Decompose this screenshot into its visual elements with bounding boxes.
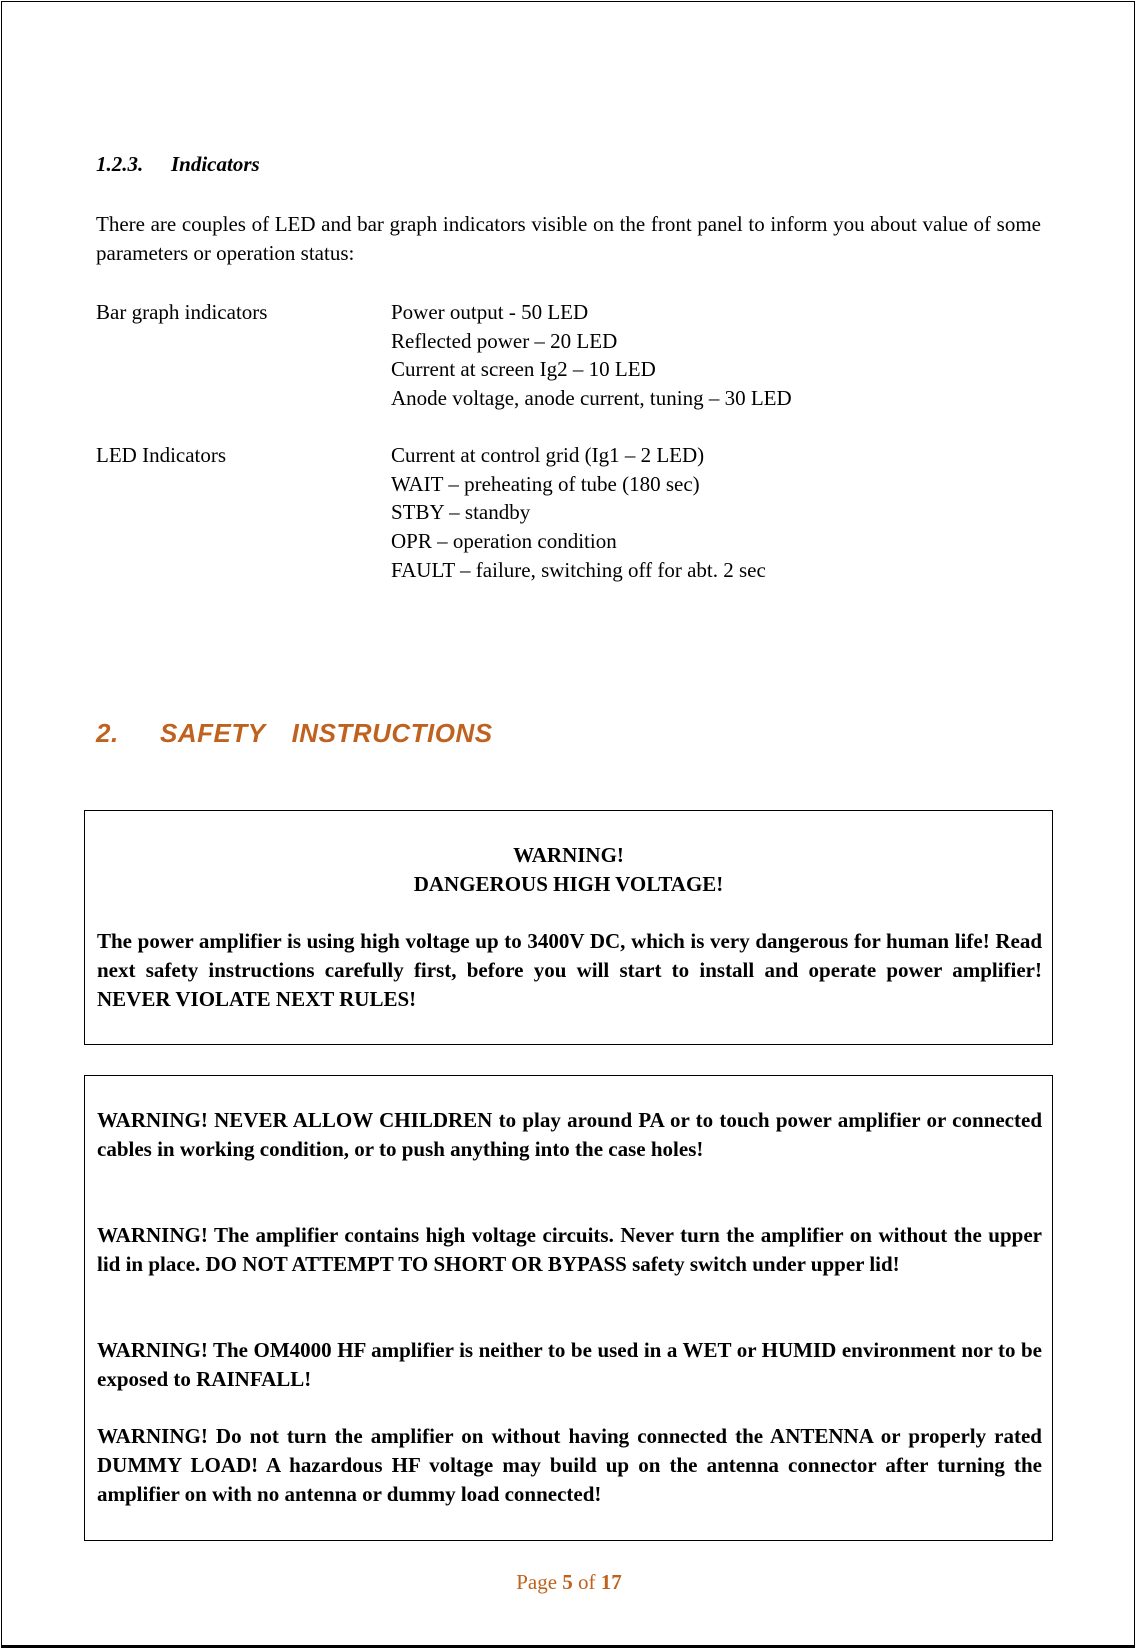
led-label: LED Indicators — [96, 443, 227, 467]
page-footer — [0, 1570, 1138, 1595]
warning-subtitle: DANGEROUS HIGH VOLTAGE! — [413, 872, 724, 896]
list-item: Anode voltage, anode current, tuning – 30 LED — [391, 386, 792, 411]
list-item: Current at screen Ig2 – 10 LED — [391, 357, 656, 382]
warning-text: The power amplifier is using high voltage up to 3400V DC, which is very dangerous for human life! Read next safety instructions carefully first, before you will start to install and operate power amplifier! NEVER VIOLATE NEXT RULES! — [97, 929, 1042, 1011]
section-number: 2. — [96, 718, 119, 748]
footer-prefix: Page — [516, 1570, 558, 1594]
warning-item: WARNING! The amplifier contains high voltage circuits. Never turn the amplifier on without the upper lid in place. DO NOT ATTEMPT TO SHORT OR BYPASS safety switch under upper lid! — [97, 1223, 1042, 1276]
intro-paragraph: There are couples of LED and bar graph indicators visible on the front panel to inform you about value of some parameters or operation status: — [96, 212, 1041, 265]
safety-rules-box — [84, 1075, 1053, 1541]
list-item: Power output - 50 LED — [391, 300, 589, 324]
total-pages: 17 — [600, 1570, 622, 1594]
list-item: WAIT – preheating of tube (180 sec) — [391, 471, 700, 496]
subsection-number: 1.2.3. — [96, 152, 144, 176]
section-word-1: SAFETY — [160, 718, 266, 748]
list-item: STBY – standby — [391, 500, 531, 525]
list-item: Reflected power – 20 LED — [391, 328, 618, 353]
subsection-title: Indicators — [171, 152, 260, 176]
warning-item: WARNING! NEVER ALLOW CHILDREN to play around PA or to touch power amplifier or connected cables in working condition, or to push anything into the case holes! — [97, 1108, 1042, 1161]
section-heading — [96, 718, 493, 749]
section-word-2: INSTRUCTIONS — [291, 718, 493, 748]
list-item: FAULT – failure, switching off for abt. 2 sec — [391, 557, 766, 582]
list-item: OPR – operation condition — [391, 529, 617, 554]
current-page: 5 — [562, 1570, 573, 1594]
high-voltage-warning-box — [84, 810, 1053, 1045]
bar-graph-list — [391, 298, 792, 413]
footer-of: of — [578, 1570, 596, 1594]
subsection-heading — [96, 152, 260, 177]
warning-item: WARNING! Do not turn the amplifier on without having connected the ANTENNA or properly rated DUMMY LOAD! A hazardous HF voltage may build up on the antenna connector after turning the amplifier on with no antenna or dummy load connected! — [97, 1424, 1042, 1506]
bar-graph-label: Bar graph indicators — [96, 300, 268, 324]
led-list — [391, 441, 766, 585]
warning-item: WARNING! The OM4000 HF amplifier is neither to be used in a WET or HUMID environment nor to be exposed to RAINFALL! — [97, 1338, 1042, 1391]
list-item: Current at control grid (Ig1 – 2 LED) — [391, 443, 705, 467]
warning-title: WARNING! — [513, 843, 624, 867]
